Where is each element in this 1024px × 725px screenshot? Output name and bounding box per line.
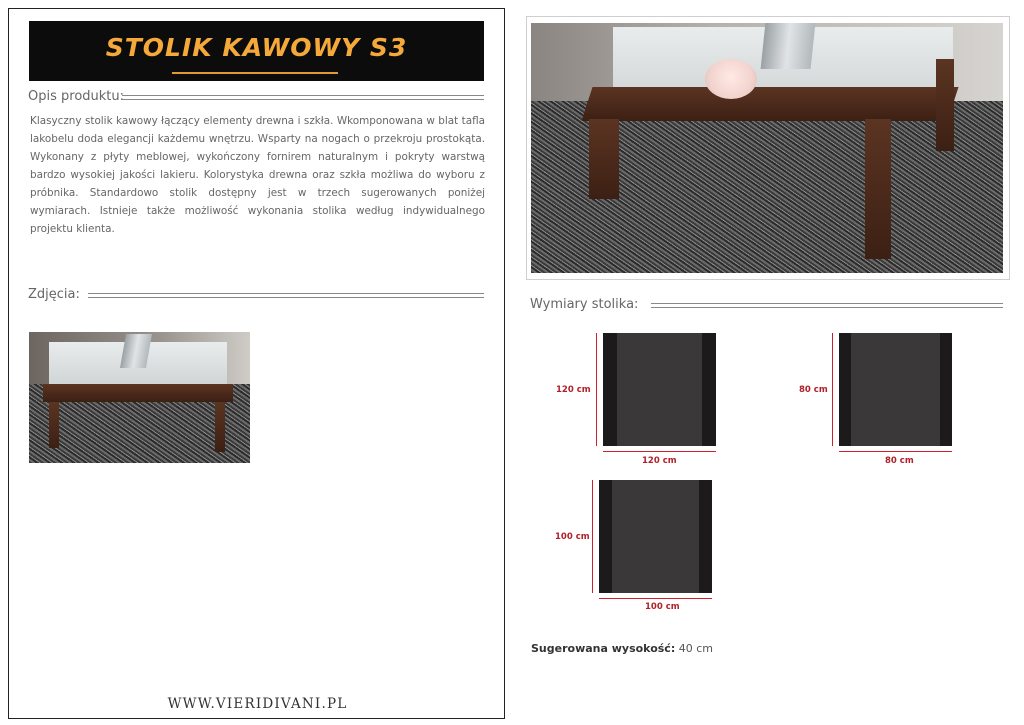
side-dimension-line	[832, 333, 833, 446]
table-top-square	[603, 333, 716, 446]
description-heading: Opis produktu:	[28, 89, 125, 104]
bottom-dimension-label: 80 cm	[885, 456, 914, 466]
suggested-height-value: 40 cm	[678, 642, 713, 655]
table-top-square	[599, 480, 712, 593]
bottom-dimension-line	[839, 451, 952, 452]
dimensions-divider	[651, 303, 1003, 308]
table-top-square	[839, 333, 952, 446]
suggested-height	[531, 642, 713, 655]
left-page	[8, 8, 505, 719]
bottom-dimension-label: 120 cm	[642, 456, 677, 466]
title-banner	[29, 21, 484, 81]
bottom-dimension-label: 100 cm	[645, 602, 680, 612]
side-dimension-label: 100 cm	[555, 532, 590, 542]
product-description: Klasyczny stolik kawowy łączący elementy drewna i szkła. Wkomponowana w blat tafla lakobelu doda elegancji każdemu wnętrzu. Wsparty na nogach o przekroju prostokąta. Wykonany z płyty meblowej, wykończony fornirem naturalnym i pokryty warstwą bardzo wysokiej jakości lakieru. Kolorystyka drewna oraz szkła możliwa do wyboru z próbnika. Standardowo stolik dostępny jest w trzech sugerowanych poniżej wymiarach. Istnieje także możliwość wykonania stolika według indywidualnego projektu klienta.	[30, 115, 485, 235]
suggested-height-label: Sugerowana wysokość:	[531, 642, 676, 655]
bottom-dimension-line	[599, 598, 712, 599]
dimensions-heading: Wymiary stolika:	[530, 297, 639, 312]
side-dimension-label: 120 cm	[556, 385, 591, 395]
photos-divider	[88, 293, 484, 298]
side-dimension-line	[596, 333, 597, 446]
main-photo-frame	[526, 16, 1010, 280]
page-title: STOLIK KAWOWY S3	[105, 33, 408, 62]
title-underline	[172, 72, 338, 74]
description-divider	[122, 95, 484, 100]
side-dimension-line	[592, 480, 593, 593]
bottom-dimension-line	[603, 451, 716, 452]
product-thumbnail[interactable]	[29, 332, 250, 463]
side-dimension-label: 80 cm	[799, 385, 828, 395]
product-main-photo[interactable]	[531, 23, 1003, 273]
photos-heading: Zdjęcia:	[28, 287, 80, 302]
website-url[interactable]: WWW.VIERIDIVANI.PL	[167, 696, 348, 712]
